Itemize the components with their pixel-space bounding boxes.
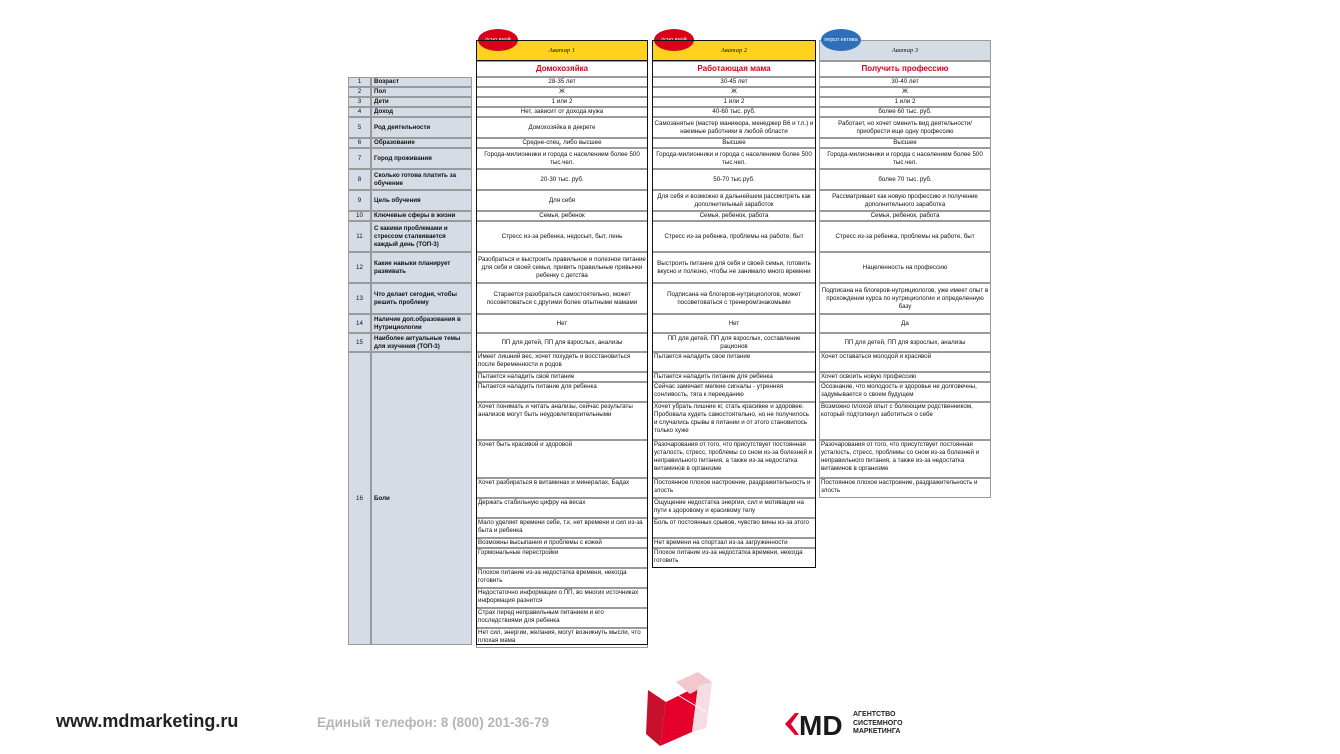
row-number: 15 <box>348 333 371 352</box>
row-value: Высшее <box>819 138 991 148</box>
md-logo-icon <box>785 709 851 739</box>
row-value: Семья, ребенок, работа <box>652 211 816 221</box>
row-label: Сколько готова платить за обучение <box>371 169 472 190</box>
agency-line: МАРКЕТИНГА <box>853 728 901 735</box>
pain-item: Плохое питание из-за недостатка времени, некогда готовить <box>476 568 648 588</box>
avatar-header: Аватар 3 <box>819 40 991 61</box>
row-label: Возраст <box>371 77 472 87</box>
row-number: 2 <box>348 87 371 97</box>
row-label: Наиболее актуальные темы для изучения (ТОП-3) <box>371 333 472 352</box>
row-value: Стресс из-за ребенка, проблемы на работе, быт <box>819 221 991 252</box>
pain-item: Недостаточно информации о ПП, во многих источниках информация разнится <box>476 588 648 608</box>
row-value: Ж <box>476 87 648 97</box>
row-number: 13 <box>348 283 371 314</box>
row-value: Старается разобраться самостоятельно, может посоветоваться с другими более опытными мамами <box>476 283 648 314</box>
row-label: Пол <box>371 87 472 97</box>
row-value: Рассматривает как новую профессию и получение дополнительного заработка <box>819 190 991 211</box>
pain-item: Возможно плохой опыт с болеющим родственником, который подтолкнул заботиться о себе <box>819 402 991 440</box>
row-number: 7 <box>348 148 371 169</box>
avatar-badge: осно вной <box>654 29 694 51</box>
row-number: 5 <box>348 117 371 138</box>
row-value: Семья, ребенок <box>476 211 648 221</box>
pain-item: Боль от постоянных срывов, чувство вины из-за этого <box>652 518 816 538</box>
row-label: Род деятельности <box>371 117 472 138</box>
row-value: Стресс из-за ребенка, недосып, быт, лень <box>476 221 648 252</box>
phone-number: Единый телефон: 8 (800) 201-36-79 <box>317 715 549 730</box>
row-value: Нет, зависит от дохода мужа <box>476 107 648 117</box>
row-number: 16 <box>348 352 371 645</box>
row-number: 10 <box>348 211 371 221</box>
pain-item: Хочет освоить новую профессию <box>819 372 991 382</box>
row-value: Нет <box>476 314 648 333</box>
row-label: С какими проблемами и стрессом сталкивается каждый день (ТОП-3) <box>371 221 472 252</box>
row-label: Дети <box>371 97 472 107</box>
pain-item: Осознание, что молодость и здоровье не долговечны, задумывается о своем будущем <box>819 382 991 402</box>
row-value: 1 или 2 <box>476 97 648 107</box>
row-value: ПП для детей, ПП для взрослых, анализы <box>819 333 991 352</box>
avatar-name: Работающая мама <box>652 61 816 77</box>
pain-item: Хочет убрать лишние кг, стать красивее и здоровее. Пробовала худеть самостоятельно, но не получилось и случались срывы в питании и от этого становилось только хуже <box>652 402 816 440</box>
row-label: Что делает сегодня, чтобы решить проблему <box>371 283 472 314</box>
row-value: Ж <box>819 87 991 97</box>
pain-item: Плохое питание из-за недостатка времени, некогда готовить <box>652 548 816 568</box>
center-logo-icon <box>640 672 718 754</box>
row-number: 8 <box>348 169 371 190</box>
pain-item: Страх перед неправильным питанием и его последствиями для ребенка <box>476 608 648 628</box>
row-value: 28-35 лет <box>476 77 648 87</box>
row-value: Нет <box>652 314 816 333</box>
row-value: Самозанятые (мастер маникюра, менеджер B6 и т.п.) и наемные работники в любой области <box>652 117 816 138</box>
row-value: Высшее <box>652 138 816 148</box>
row-value: Города-милионники и города с населением более 500 тыс.чел. <box>819 148 991 169</box>
agency-line: СИСТЕМНОГО <box>853 719 903 727</box>
row-value: ПП для детей, ПП для взрослых, составление рационов <box>652 333 816 352</box>
pain-item: Хочет оставаться молодой и красивой <box>819 352 991 372</box>
row-value: Семья, ребенок, работа <box>819 211 991 221</box>
row-value: 30-45 лет <box>652 77 816 87</box>
row-value: более 70 тыс. руб. <box>819 169 991 190</box>
row-value: более 60 тыс. руб. <box>819 107 991 117</box>
pain-item: Хочет понимать и читать анализы, сейчас результаты анализов могут быть неудовлетворительными <box>476 402 648 440</box>
row-label: Ключевые сферы в жизни <box>371 211 472 221</box>
row-value: Подписана на блогеров-нутрициологов, может посоветоваться с тренером/знакомыми <box>652 283 816 314</box>
avatar-header: Аватар 2 <box>652 40 816 61</box>
pain-item: Разочарования от того, что присутствует постоянная усталость, стресс, проблемы со сном из-за болезней и неправильного питания, а также из-за недостатка витаминов в организме <box>819 440 991 478</box>
row-label: Образование <box>371 138 472 148</box>
row-value: Для себя <box>476 190 648 211</box>
row-number: 9 <box>348 190 371 211</box>
row-number: 1 <box>348 77 371 87</box>
row-value: Да <box>819 314 991 333</box>
row-number: 3 <box>348 97 371 107</box>
site-url[interactable]: www.mdmarketing.ru <box>56 711 239 731</box>
pain-item: Гормональные перестройки <box>476 548 648 568</box>
pain-item: Хочет разбираться в витаминах и минералах, Бадах <box>476 478 648 498</box>
row-value: 1 или 2 <box>819 97 991 107</box>
row-number: 6 <box>348 138 371 148</box>
pain-item: Возможны высыпания и проблемы с кожей <box>476 538 648 548</box>
row-value: Работает, но хочет сменить вид деятельности/ приобрести еще одну профессию <box>819 117 991 138</box>
pain-item: Постоянное плохое настроение, раздражительность и злость <box>652 478 816 498</box>
row-label: Какие навыки планирует развивать <box>371 252 472 283</box>
row-label: Город проживания <box>371 148 472 169</box>
avatar-badge: осно вной <box>478 29 518 51</box>
pain-item: Нет времени на спортзал из-за загруженности <box>652 538 816 548</box>
pain-item: Ощущение недостатка энергии, сил и мотивации на пути к здоровому и красивому телу <box>652 498 816 518</box>
row-value: Подписана на блогеров-нутрициологов, уже имеет опыт в прохождении курса по нутрициологии и определенную базу <box>819 283 991 314</box>
pain-item: Разочарования от того, что присутствует постоянная усталость, стресс, проблемы со сном из-за болезней и неправильного питания, а также из-за недостатка витаминов в организме <box>652 440 816 478</box>
row-value: Домохозяйка в декрете <box>476 117 648 138</box>
pain-item: Пытается наладить питание для ребенка <box>476 382 648 402</box>
md-logo-text: MD <box>799 710 843 739</box>
row-value: Разобраться и выстроить правильное и полезное питание для себя и своей семьи, привить правильные привычки ребенку с детства <box>476 252 648 283</box>
row-value: ПП для детей, ПП для взрослых, анализы <box>476 333 648 352</box>
row-value: 30-40 лет <box>819 77 991 87</box>
row-value: 40-60 тыс. руб. <box>652 107 816 117</box>
row-value: Нацеленность на профессию <box>819 252 991 283</box>
avatar-badge: персп ектива <box>821 29 861 51</box>
pain-item: Пытается наладить своё питание <box>476 372 648 382</box>
pain-item: Нет сил, энергии, желания, могут возникнуть мысли, что плохая мама <box>476 628 648 648</box>
row-number: 12 <box>348 252 371 283</box>
pain-item: Сейчас замечает мелкие сигналы - утренняя сонливость, тяга к перееданию <box>652 382 816 402</box>
pain-item: Держать стабильную цифру на весах <box>476 498 648 518</box>
pain-item: Хочет быть красивой и здоровой <box>476 440 648 478</box>
row-value: 20-30 тыс. руб. <box>476 169 648 190</box>
row-value: Выстроить питание для себя и своей семьи, готовить вкусно и полезно, чтобы не занимало много времени <box>652 252 816 283</box>
row-label: Доход <box>371 107 472 117</box>
row-value: Ж <box>652 87 816 97</box>
row-value: Для себя и возможно в дальнейшем рассмотреть как дополнительный заработок <box>652 190 816 211</box>
pain-item: Пытается наладить свое питание <box>652 352 816 372</box>
agency-line: АГЕНТСТВО <box>853 711 896 718</box>
row-label: Наличие доп.образования в Нутрициологии <box>371 314 472 333</box>
row-value: Стресс из-за ребенка, проблемы на работе, быт <box>652 221 816 252</box>
agency-name <box>853 711 903 737</box>
row-number: 14 <box>348 314 371 333</box>
avatar-name: Получить профессию <box>819 61 991 77</box>
row-value: 50-70 тыс.руб. <box>652 169 816 190</box>
row-value: Средне-спец, либо высшее <box>476 138 648 148</box>
avatar-header: Аватар 1 <box>476 40 648 61</box>
row-number: 11 <box>348 221 371 252</box>
pain-item: Мало уделяет времени себе, т.к. нет времени и сил из-за быта и ребенка <box>476 518 648 538</box>
avatar-name: Домохозяйка <box>476 61 648 77</box>
pain-item: Постоянное плохое настроение, раздражительность и злость <box>819 478 991 498</box>
pain-item: Имеет лишний вес, хочет похудеть и восстановиться после беременности и родов <box>476 352 648 372</box>
row-label: Цель обучения <box>371 190 472 211</box>
row-value: Города-милионники и города с населением более 500 тыс.чел. <box>476 148 648 169</box>
row-value: Города-милионники и города с населением более 500 тыс.чел. <box>652 148 816 169</box>
row-value: 1 или 2 <box>652 97 816 107</box>
row-label: Боли <box>371 352 472 645</box>
row-number: 4 <box>348 107 371 117</box>
pain-item: Пытается наладить питание для ребенка <box>652 372 816 382</box>
